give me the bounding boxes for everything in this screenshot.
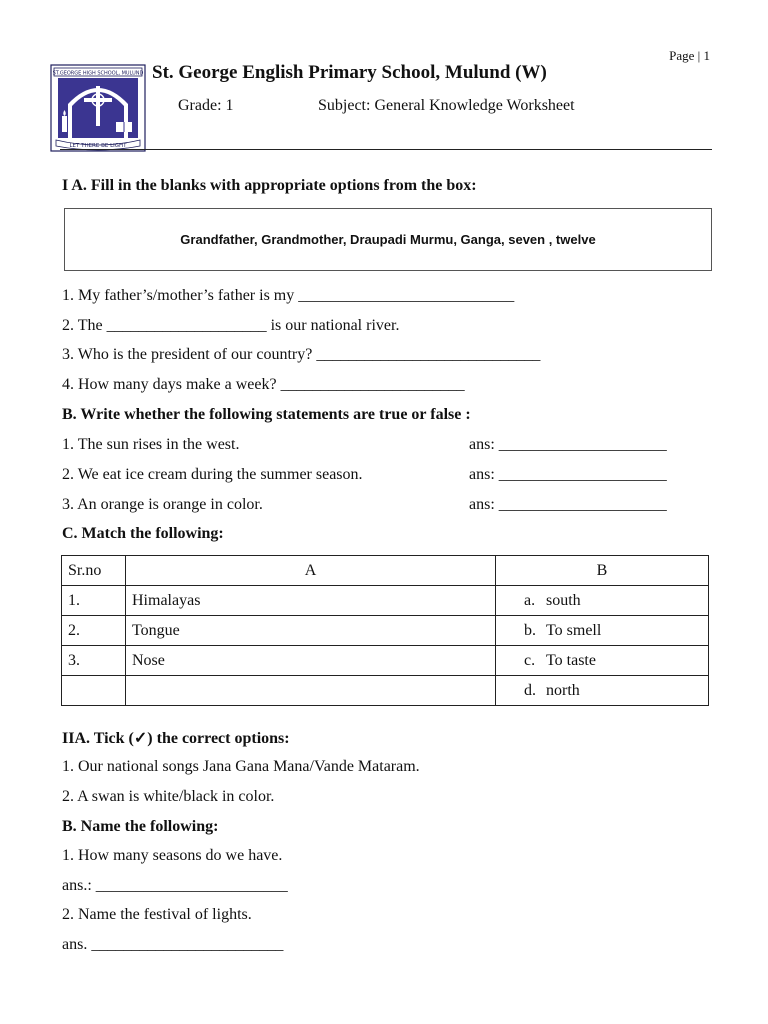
name-answer-1: ans.: ________________________	[62, 877, 288, 894]
header-b: B	[496, 556, 709, 586]
fill-question-1: 1. My father’s/mother’s father is my ___________________________	[62, 287, 515, 304]
name-question-2: 2. Name the festival of lights.	[62, 906, 252, 923]
section-2a-title: IIA. Tick (✓) the correct options:	[62, 730, 290, 747]
name-question-1: 1. How many seasons do we have.	[62, 847, 283, 864]
table-row	[62, 586, 709, 616]
page-number: Page | 1	[669, 48, 710, 63]
school-name: St. George English Primary School, Mulund (W)	[152, 62, 547, 83]
table-row	[62, 676, 709, 706]
option-text: To taste	[546, 651, 596, 669]
grade-label: Grade: 1	[178, 97, 234, 114]
row-number: 3.	[62, 646, 126, 676]
column-b-cell	[496, 646, 709, 676]
word-box	[64, 208, 712, 271]
tf-answer-3: ans: _____________________	[469, 496, 667, 513]
tf-answer-1: ans: _____________________	[469, 436, 667, 453]
column-a-cell: Nose	[126, 646, 496, 676]
header-srno: Sr.no	[62, 556, 126, 586]
table-row	[62, 616, 709, 646]
tf-statement-2: 2. We eat ice cream during the summer season.	[62, 466, 363, 483]
column-b-cell	[496, 616, 709, 646]
subject-label: Subject: General Knowledge Worksheet	[318, 97, 575, 114]
header-divider	[60, 149, 712, 150]
column-a-cell	[126, 676, 496, 706]
option-letter: a.	[524, 591, 536, 609]
svg-text:LET THERE BE LIGHT: LET THERE BE LIGHT	[69, 143, 127, 149]
tf-answer-2: ans: _____________________	[469, 466, 667, 483]
row-number	[62, 676, 126, 706]
column-b-cell	[496, 586, 709, 616]
option-letter: d.	[524, 681, 536, 699]
column-b-cell	[496, 676, 709, 706]
table-row	[62, 646, 709, 676]
header-a: A	[126, 556, 496, 586]
tick-item-1: 1. Our national songs Jana Gana Mana/Vande Mataram.	[62, 758, 420, 775]
tf-statement-1: 1. The sun rises in the west.	[62, 436, 240, 453]
section-2b-title: B. Name the following:	[62, 818, 219, 835]
option-text: south	[546, 591, 581, 609]
option-text: north	[546, 681, 580, 699]
tf-statement-3: 3. An orange is orange in color.	[62, 496, 263, 513]
row-number: 2.	[62, 616, 126, 646]
fill-question-2: 2. The ____________________ is our national river.	[62, 317, 400, 334]
name-answer-2: ans. ________________________	[62, 936, 284, 953]
fill-question-3: 3. Who is the president of our country? ____________________________	[62, 346, 541, 363]
column-a-cell: Himalayas	[126, 586, 496, 616]
row-number: 1.	[62, 586, 126, 616]
column-a-cell: Tongue	[126, 616, 496, 646]
school-logo	[50, 64, 146, 152]
match-header-row	[62, 556, 709, 586]
word-box-text: Grandfather, Grandmother, Draupadi Murmu, Ganga, seven , twelve	[180, 232, 596, 247]
option-letter: b.	[524, 621, 536, 639]
option-text: To smell	[546, 621, 602, 639]
match-table	[61, 555, 709, 706]
svg-text:ST.GEORGE HIGH SCHOOL, MULUND: ST.GEORGE HIGH SCHOOL, MULUND	[52, 70, 144, 77]
tick-item-2: 2. A swan is white/black in color.	[62, 788, 275, 805]
fill-question-4: 4. How many days make a week? _______________________	[62, 376, 465, 393]
section-1b-title: B. Write whether the following statements are true or false :	[62, 406, 471, 423]
section-1a-title: I A. Fill in the blanks with appropriate options from the box:	[62, 177, 477, 194]
option-letter: c.	[524, 651, 536, 669]
section-1c-title: C. Match the following:	[62, 525, 224, 542]
